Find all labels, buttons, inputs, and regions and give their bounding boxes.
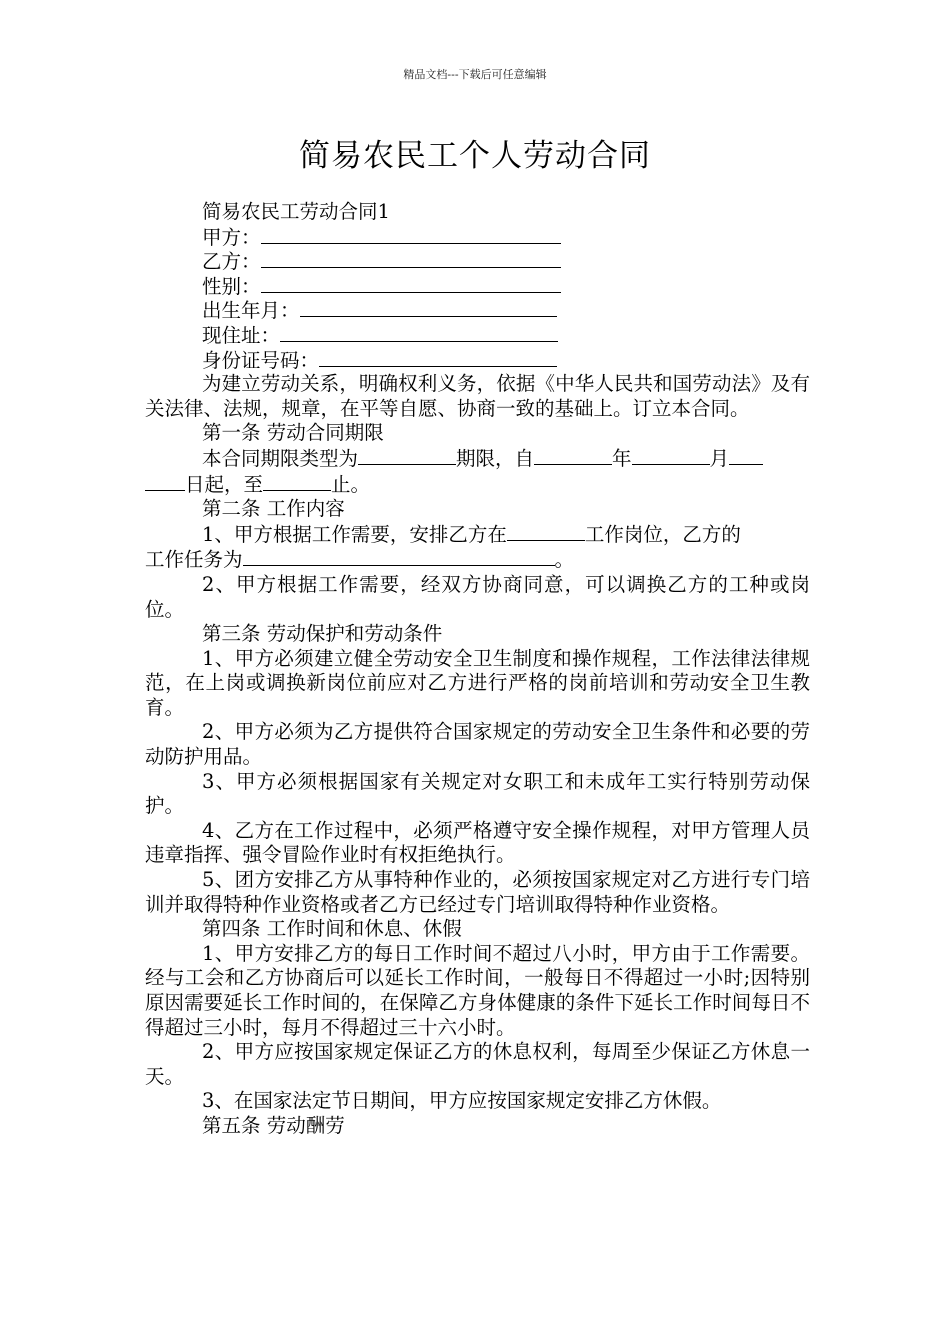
article-1-term-paragraph [145,446,810,497]
article-4-item-1: 1、甲方安排乙方的每日工作时间不超过八小时，甲方由于工作需要。经与工会和乙方协商后可以延长工作时间，一般每日不得超过一小时;因特别原因需要延长工作时间的，在保障乙方身体健康的条件下延长工作时间每日不得超过三小时，每月不得超过三十六小时。 [145,941,810,1039]
field-label: 甲方： [202,225,261,249]
term-text-6: 止。 [331,472,371,496]
fill-blank [261,225,561,244]
fill-blank [263,472,331,491]
intro-paragraph: 为建立劳动关系，明确权利义务，依据《中华人民共和国劳动法》及有关法律、法规，规章，在平等自愿、协商一致的基础上。订立本合同。 [145,372,810,420]
article-2-heading: 第二条 工作内容 [202,497,345,521]
term-text-2: 期限，自 [456,446,535,470]
item-text-4: 。 [554,548,575,572]
item-text-1: 1、甲方根据工作需要，安排乙方在 [202,522,507,546]
party-b-field [145,249,810,274]
article-2-item-2: 2、甲方根据工作需要，经双方协商同意，可以调换乙方的工种或岗位。 [145,572,810,621]
field-label: 身份证号码： [202,348,320,372]
article-5-heading: 第五条 劳动酬劳 [202,1113,345,1137]
field-label: 乙方： [202,250,261,274]
gender-field [145,274,810,299]
id-number-field [145,348,810,373]
document-title: 简易农民工个人劳动合同 [299,138,651,174]
fill-blank [243,547,555,566]
item-text-2: 工作岗位，乙方的 [584,522,741,546]
header-note: 精品文档---下载后可任意编辑 [403,68,547,81]
article-3-item-2: 2、甲方必须为乙方提供符合国家规定的劳动安全卫生条件和必要的劳动防护用品。 [145,720,810,769]
fill-blank [534,446,612,465]
article-3-heading: 第三条 劳动保护和劳动条件 [202,622,443,646]
party-a-field [145,225,810,250]
article-3-item-5: 5、团方安排乙方从事特种作业的，必须按国家规定对乙方进行专门培训并取得特种作业资格或者乙方已经过专门培训取得特种作业资格。 [145,868,810,916]
article-3-item-1: 1、甲方必须建立健全劳动安全卫生制度和操作规程，工作法律法律规范，在上岗或调换新岗位前应对乙方进行严格的岗前培训和劳动安全卫生教育。 [145,646,810,719]
contract-subtitle: 简易农民工劳动合同1 [202,200,390,223]
fill-blank [632,446,710,465]
article-2-item-1 [145,522,810,573]
term-text-1: 本合同期限类型为 [202,446,359,470]
article-4-item-2: 2、甲方应按国家规定保证乙方的休息权利，每周至少保证乙方休息一天。 [145,1040,810,1088]
item-text-3: 工作任务为 [145,548,243,572]
term-text-4: 月 [709,446,730,470]
fill-blank [507,522,585,541]
article-4-item-3: 3、在国家法定节日期间，甲方应按国家规定安排乙方休假。 [202,1089,722,1113]
article-3-item-4: 4、乙方在工作过程中，必须严格遵守安全操作规程，对甲方管理人员违章指挥、强令冒险作业时有权拒绝执行。 [145,818,810,867]
fill-blank [729,446,763,465]
article-1-heading: 第一条 劳动合同期限 [202,421,384,445]
fill-blank [319,348,557,367]
birth-date-field [145,298,810,323]
term-text-3: 年 [612,446,632,470]
address-field [145,323,810,348]
term-text-5: 日起，至 [185,472,264,496]
fill-blank [358,446,456,465]
field-label: 出生年月： [202,299,300,323]
field-label: 现住址： [202,323,281,347]
fill-blank [300,298,557,317]
field-label: 性别： [202,274,261,298]
fill-blank [145,472,185,491]
fill-blank [261,274,561,293]
document-body [145,200,810,1139]
article-3-item-3: 3、甲方必须根据国家有关规定对女职工和未成年工实行特别劳动保护。 [145,769,810,818]
article-4-heading: 第四条 工作时间和休息、休假 [202,917,462,941]
fill-blank [261,249,561,268]
fill-blank [280,323,558,342]
